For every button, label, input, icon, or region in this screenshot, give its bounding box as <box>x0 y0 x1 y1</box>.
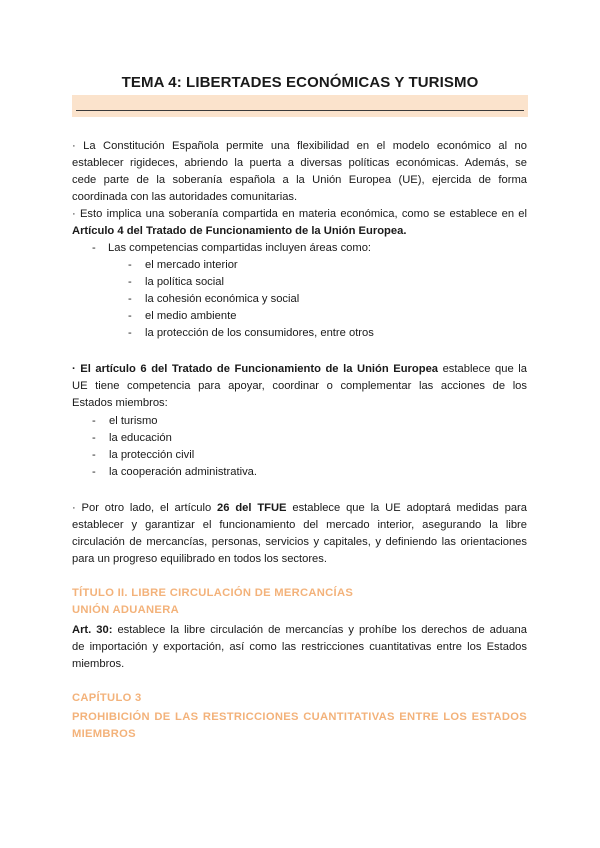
text-line: UE tiene competencia para apoyar, coordinar o complementar las acciones de los <box>72 380 527 392</box>
dash-bullet: - <box>128 327 132 339</box>
list-item-text: el medio ambiente <box>145 310 237 322</box>
text-line: cede parte de la soberanía española a la Unión Europea (UE), ejercida de forma <box>72 174 527 186</box>
text-line: Estados miembros: <box>72 397 168 409</box>
list-item-text: la educación <box>109 432 172 444</box>
section-heading-title-ii: TÍTULO II. LIBRE CIRCULACIÓN DE MERCANCÍAS <box>72 587 354 599</box>
text-run: · Por otro lado, el artículo <box>72 502 218 514</box>
text-run: establece que la UE adoptará medidas para <box>286 502 527 514</box>
text-line: coordinada con las autoridades comunitarias. <box>72 191 298 203</box>
text-line <box>72 361 527 378</box>
paragraph-article-6 <box>72 361 527 412</box>
text-line-bold: Artículo 4 del Tratado de Funcionamiento de la Unión Europea. <box>72 225 407 237</box>
section-heading-prohibition <box>72 709 527 743</box>
dash-bullet: - <box>128 293 132 305</box>
dash-bullet: - <box>92 242 96 254</box>
text-line: MIEMBROS <box>72 728 136 740</box>
list-item-text: la cooperación administrativa. <box>109 466 257 478</box>
text-line: miembros. <box>72 658 125 670</box>
sub-list-intro-text: Las competencias compartidas incluyen áreas como: <box>108 242 372 254</box>
list-item-text: el mercado interior <box>145 259 238 271</box>
title-rule <box>76 110 524 111</box>
dash-bullet: - <box>92 449 96 461</box>
dash-bullet: - <box>128 276 132 288</box>
text-line: · La Constitución Española permite una flexibilidad en el modelo económico al no <box>72 140 527 152</box>
list-item-text: la política social <box>145 276 224 288</box>
text-line: de importación y exportación, así como las restricciones cuantitativas entre los Estados <box>72 641 527 653</box>
dash-bullet: - <box>92 432 96 444</box>
text-run: establece que la <box>438 363 527 375</box>
bold-article-ref: 26 del TFUE <box>217 502 287 514</box>
page-title: TEMA 4: LIBERTADES ECONÓMICAS Y TURISMO <box>121 74 479 91</box>
dash-bullet: - <box>128 259 132 271</box>
list-item-text: la protección civil <box>109 449 195 461</box>
text-line: establecer rigideces, abriendo la puerta a diversas políticas económicas. Además, se <box>72 157 527 169</box>
list-item-text: la cohesión económica y social <box>145 293 300 305</box>
text-line <box>72 622 527 639</box>
paragraph-constitution <box>72 138 527 206</box>
dash-bullet: - <box>128 310 132 322</box>
dash-bullet: - <box>92 466 96 478</box>
text-line <box>72 500 527 517</box>
dash-bullet: - <box>92 415 96 427</box>
list-item-text: la protección de los consumidores, entre otros <box>145 327 374 339</box>
title-underline-band <box>72 95 528 117</box>
text-line: circulación de mercancías, personas, servicios y capitales, y definiendo las orientaciones <box>72 536 527 548</box>
list-item-text: el turismo <box>109 415 158 427</box>
paragraph-art-30 <box>72 622 527 673</box>
bold-article-ref: Art. 30: <box>72 624 113 636</box>
paragraph-shared-sovereignty <box>72 206 527 240</box>
paragraph-article-26 <box>72 500 527 568</box>
bold-article-ref: · El artículo 6 del Tratado de Funcionamiento de la Unión Europea <box>72 363 439 375</box>
text-line: · Esto implica una soberanía compartida en materia económica, como se establece en el <box>72 208 527 220</box>
text-run: establece la libre circulación de mercancías y prohíbe los derechos de aduana <box>112 624 528 636</box>
text-line: PROHIBICIÓN DE LAS RESTRICCIONES CUANTITATIVAS ENTRE LOS ESTADOS <box>72 711 527 723</box>
text-line: para un progreso equilibrado en todos los sectores. <box>72 553 327 565</box>
section-heading-chapter-3: CAPÍTULO 3 <box>72 692 142 704</box>
section-heading-customs-union: UNIÓN ADUANERA <box>72 604 179 616</box>
text-line: establecer y garantizar el funcionamiento del mercado interior, asegurando la libre <box>72 519 527 531</box>
